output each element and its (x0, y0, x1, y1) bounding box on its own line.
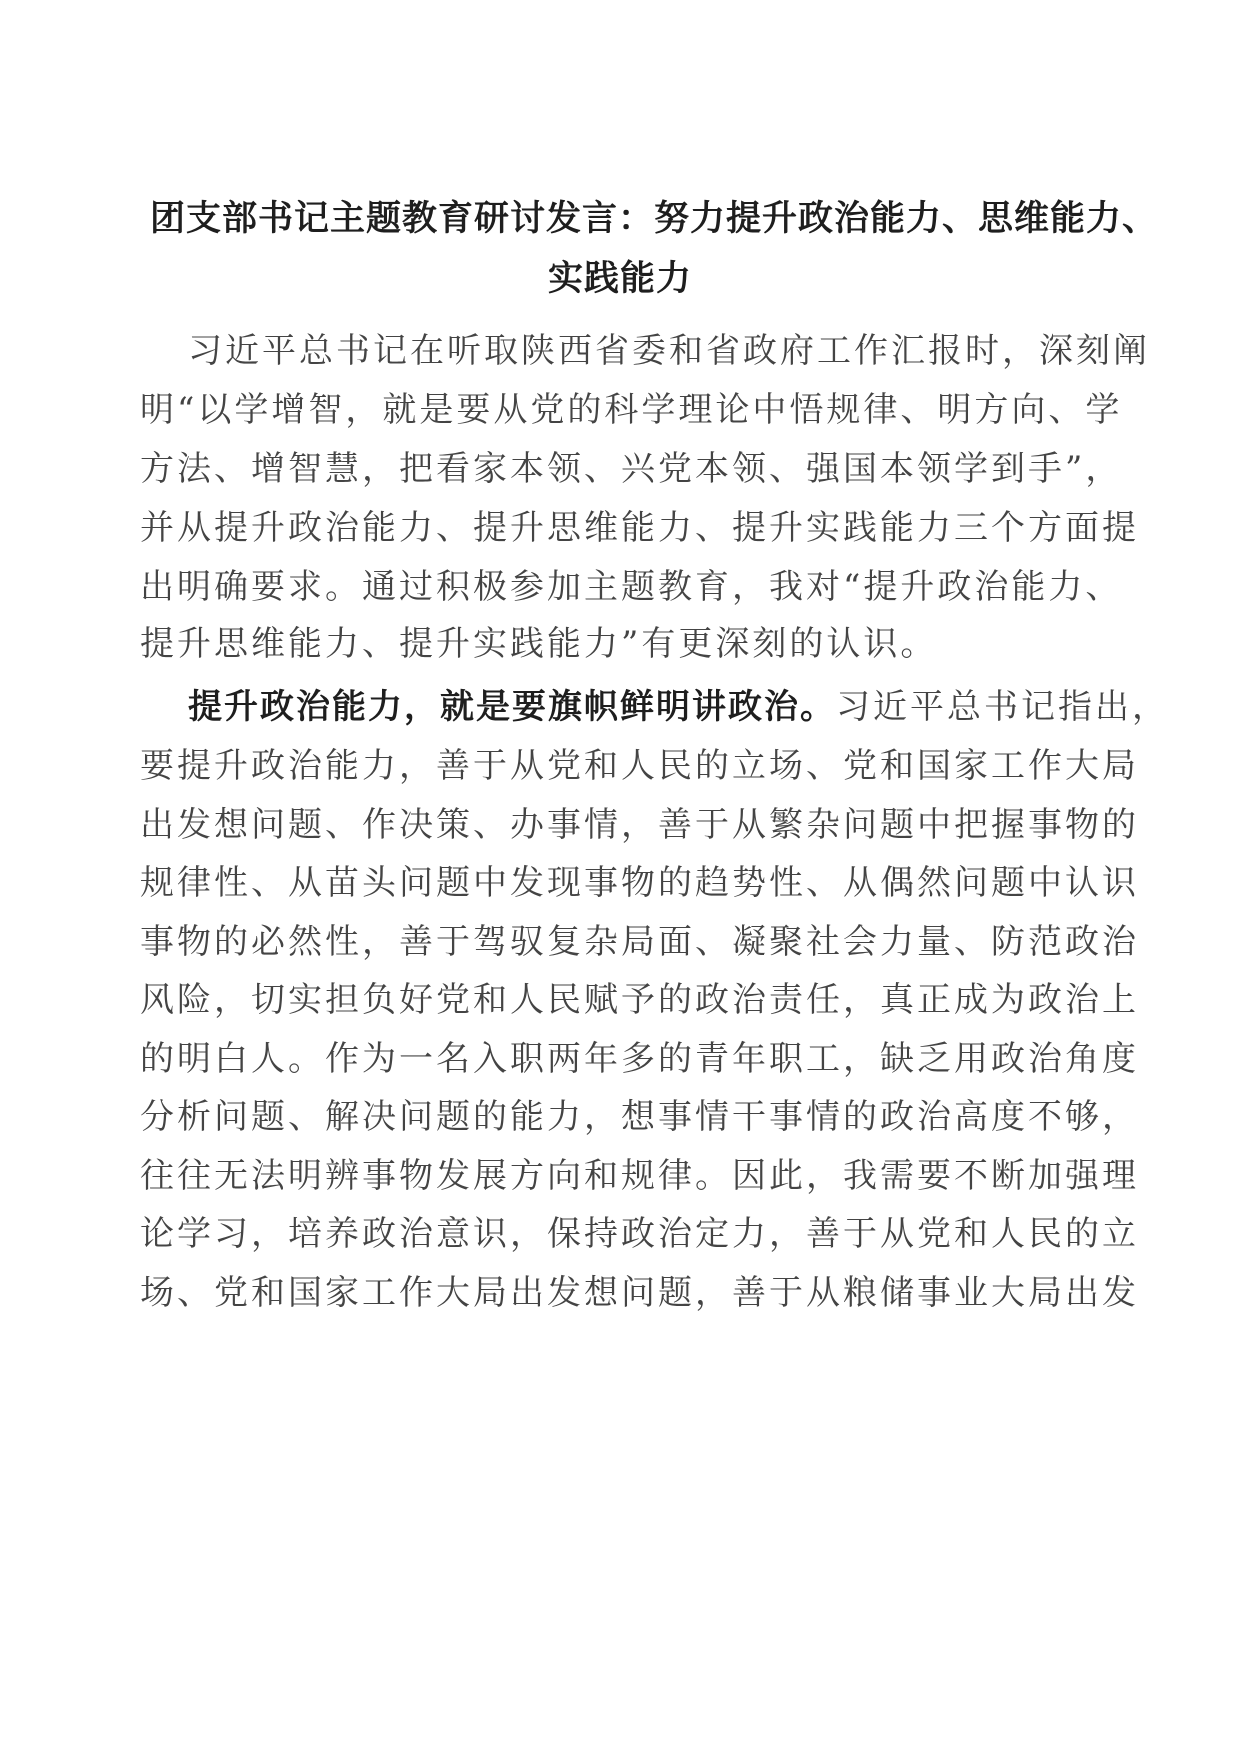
paragraph-2-line: 场、党和国家工作大局出发想问题，善于从粮储事业大局出发 (140, 1273, 1139, 1313)
paragraph-2-line: 分析问题、解决问题的能力，想事情干事情的政治高度不够， (140, 1097, 1139, 1137)
paragraph-2-first-line (188, 687, 1169, 727)
paragraph-1-line: 提升思维能力、提升实践能力”有更深刻的认识。 (140, 624, 938, 664)
document-title-line-1: 团支部书记主题教育研讨发言：努力提升政治能力、思维能力、 (150, 199, 1159, 239)
paragraph-2-line: 出发想问题、作决策、办事情，善于从繁杂问题中把握事物的 (140, 805, 1139, 845)
document-title-line-2: 实践能力 (547, 259, 692, 299)
paragraph-1-line: 出明确要求。通过积极参加主题教育，我对“提升政治能力、 (140, 567, 1123, 607)
paragraph-2-line: 往往无法明辨事物发展方向和规律。因此，我需要不断加强理 (140, 1156, 1139, 1196)
paragraph-1-line: 方法、增智慧，把看家本领、兴党本领、强国本领学到手”， (140, 449, 1123, 489)
paragraph-2-first-line-text: 习近平总书记指出， (836, 687, 1169, 727)
paragraph-1-line: 并从提升政治能力、提升思维能力、提升实践能力三个方面提 (140, 508, 1139, 548)
paragraph-2-heading: 提升政治能力，就是要旗帜鲜明讲政治。 (188, 687, 836, 727)
paragraph-2-line: 事物的必然性，善于驾驭复杂局面、凝聚社会力量、防范政治 (140, 922, 1139, 962)
paragraph-2-line: 要提升政治能力，善于从党和人民的立场、党和国家工作大局 (140, 746, 1139, 786)
paragraph-2-line: 的明白人。作为一名入职两年多的青年职工，缺乏用政治角度 (140, 1039, 1139, 1079)
paragraph-2-line: 论学习，培养政治意识，保持政治定力，善于从党和人民的立 (140, 1214, 1139, 1254)
paragraph-2-line: 风险，切实担负好党和人民赋予的政治责任，真正成为政治上 (140, 980, 1139, 1020)
paragraph-2-line: 规律性、从苗头问题中发现事物的趋势性、从偶然问题中认识 (140, 863, 1139, 903)
paragraph-1-line: 习近平总书记在听取陕西省委和省政府工作汇报时，深刻阐 (188, 331, 1150, 371)
paragraph-1-line: 明“以学增智，就是要从党的科学理论中悟规律、明方向、学 (140, 390, 1123, 430)
